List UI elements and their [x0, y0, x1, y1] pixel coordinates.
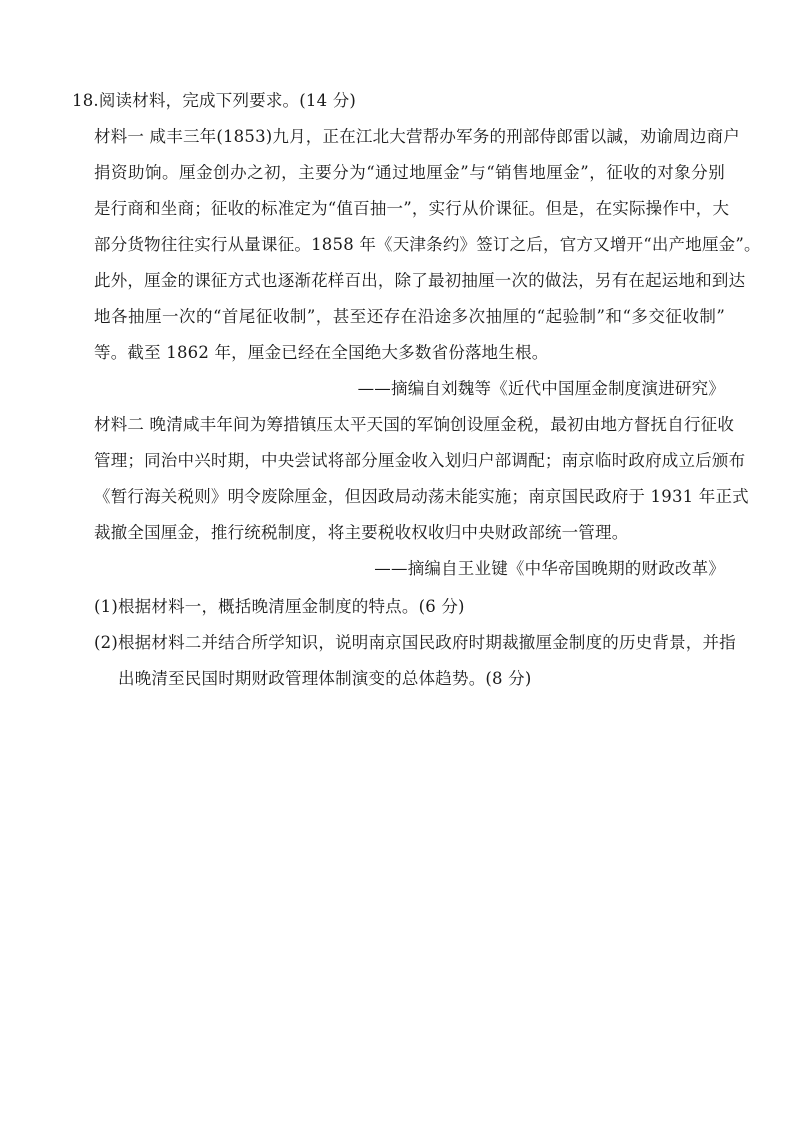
material1-line-5: 此外，厘金的课征方式也逐渐花样百出，除了最初抽厘一次的做法，另有在起运地和到达 [94, 271, 746, 290]
subquestion-1: (1)根据材料一，概括晚清厘金制度的特点。(6 分) [94, 597, 465, 616]
subquestion-2-line-2: 出晚清至民国时期财政管理体制演变的总体趋势。(8 分) [118, 669, 532, 688]
material1-line-3: 是行商和坐商；征收的标准定为“值百抽一”，实行从价课征。但是，在实际操作中，大 [94, 199, 730, 218]
subquestion-2-line-1: (2)根据材料二并结合所学知识，说明南京国民政府时期裁撤厘金制度的历史背景，并指 [94, 633, 736, 652]
material2-line-4: 裁撤全国厘金，推行统税制度，将主要税收权收归中央财政部统一管理。 [94, 523, 629, 542]
material1-line-6: 地各抽厘一次的“首尾征收制”，甚至还存在沿途多次抽厘的“起验制”和“多交征收制” [94, 307, 725, 326]
material2-line-3: 《暂行海关税则》明令废除厘金，但因政局动荡未能实施；南京国民政府于 1931 年正式 [94, 487, 749, 506]
material2-line-1: 材料二 晚清咸丰年间为筹措镇压太平天国的军饷创设厘金税，最初由地方督抚自行征收 [94, 415, 735, 434]
material1-source: ——摘编自刘魏等《近代中国厘金制度演进研究》 [357, 379, 725, 398]
material1-line-7: 等。截至 1862 年，厘金已经在全国绝大多数省份落地生根。 [94, 343, 549, 362]
question-header: 18.阅读材料，完成下列要求。(14 分) [72, 91, 357, 110]
material2-source: ——摘编自王业键《中华帝国晚期的财政改革》 [374, 559, 725, 578]
material2-line-2: 管理；同治中兴时期，中央尝试将部分厘金收入划归户部调配；南京临时政府成立后颁布 [94, 451, 746, 470]
material1-line-1: 材料一 咸丰三年(1853)九月，正在江北大营帮办军务的刑部侍郎雷以諴，劝谕周边商户 [94, 127, 741, 146]
material1-line-4: 部分货物往往实行从量课征。1858 年《天津条约》签订之后，官方又增开“出产地厘金”。 [94, 235, 761, 254]
material1-line-2: 捐资助饷。厘金创办之初，主要分为“通过地厘金”与“销售地厘金”，征收的对象分别 [94, 163, 725, 182]
